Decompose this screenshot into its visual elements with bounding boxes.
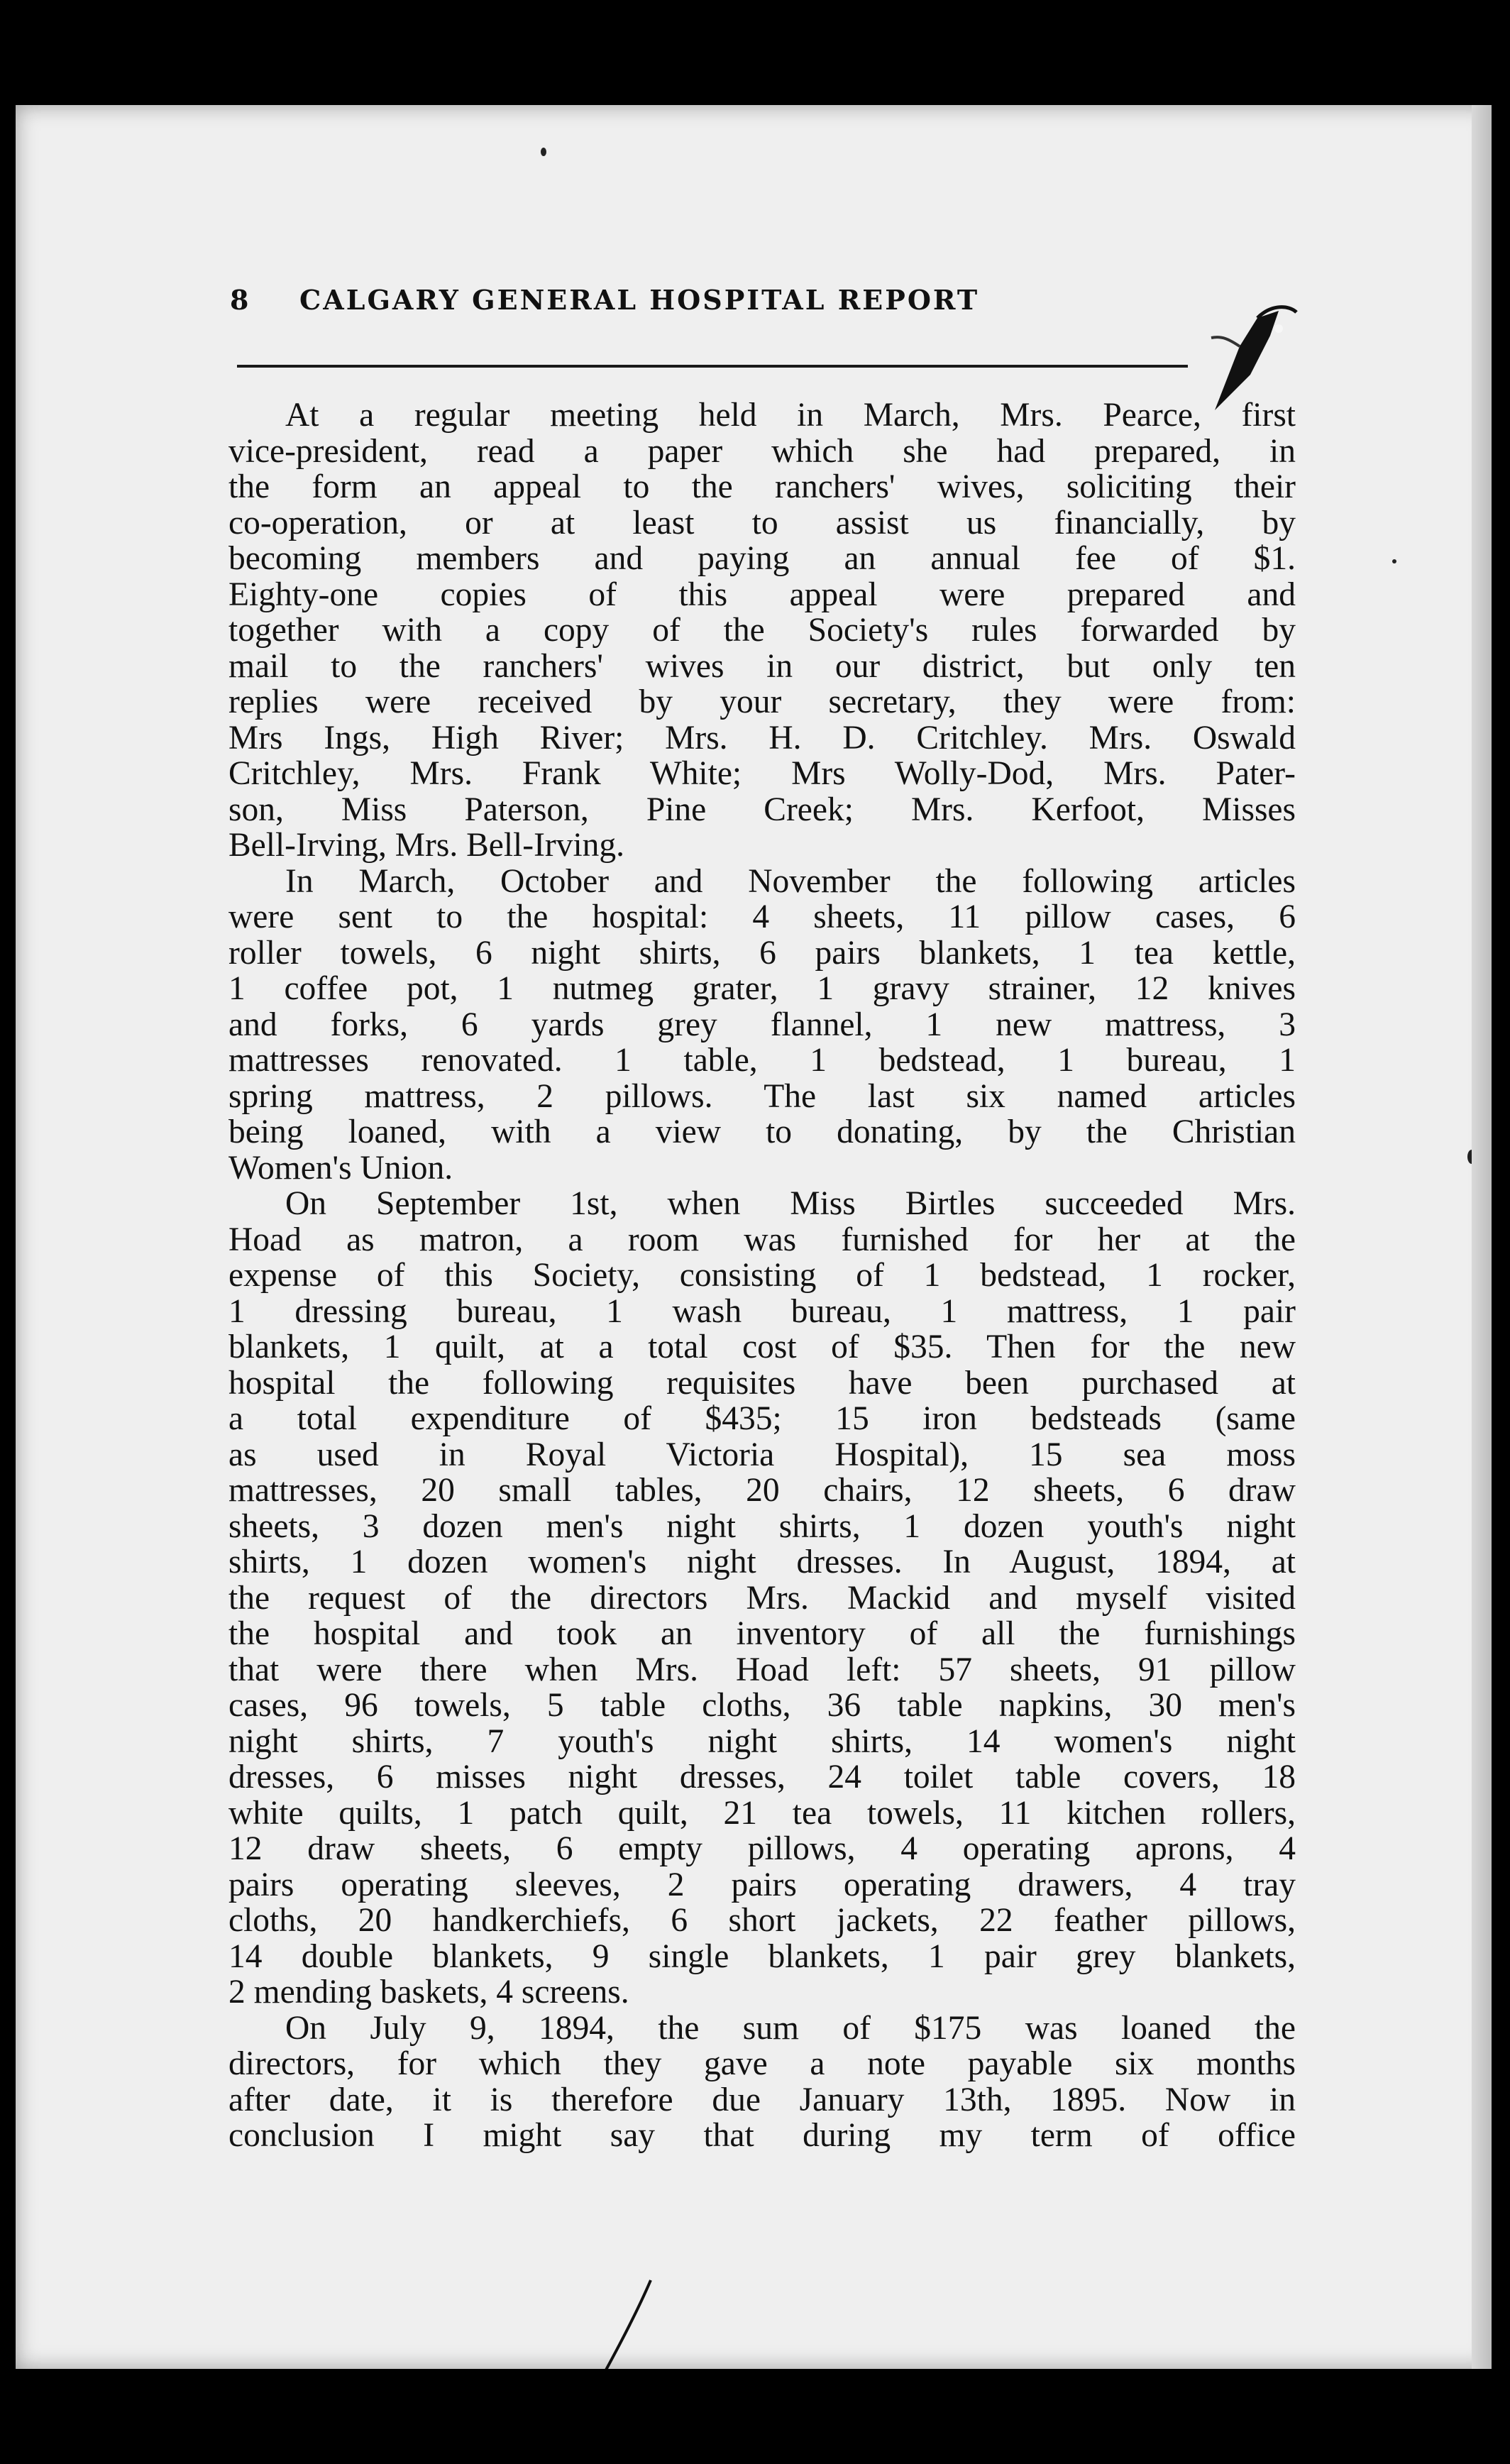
text-line: son, Miss Paterson, Pine Creek; Mrs. Kerfoot, Misses — [228, 791, 1296, 828]
text-line: At a regular meeting held in March, Mrs. Pearce, first — [285, 397, 1296, 434]
text-line: Bell-Irving, Mrs. Bell-Irving. — [228, 827, 625, 864]
page-number: 8 — [230, 284, 249, 316]
text-line: mattresses renovated. 1 table, 1 bedstead, 1 bureau, 1 — [228, 1042, 1296, 1079]
text-line: the hospital and took an inventory of all the furnishings — [228, 1615, 1296, 1652]
report-body — [228, 397, 1296, 2154]
pencil-mark — [597, 2277, 661, 2369]
text-line: becoming members and paying an annual fee of $1. — [228, 540, 1296, 577]
text-line: night shirts, 7 youth's night shirts, 14 women's night — [228, 1722, 1296, 1760]
text-line: Mrs Ings, High River; Mrs. H. D. Critchley. Mrs. Oswald — [228, 719, 1296, 757]
text-line: a total expenditure of $435; 15 iron bedsteads (same — [228, 1400, 1296, 1437]
text-line: 12 draw sheets, 6 empty pillows, 4 operating aprons, 4 — [228, 1830, 1296, 1867]
text-line: spring mattress, 2 pillows. The last six named articles — [228, 1077, 1296, 1115]
page-header — [230, 268, 1181, 332]
text-line: directors, for which they gave a note payable six months — [228, 2045, 1296, 2082]
text-line: 2 mending baskets, 4 screens. — [228, 1974, 629, 2011]
text-line: replies were received by your secretary, they were from: — [228, 683, 1296, 720]
text-line: cases, 96 towels, 5 table cloths, 36 table napkins, 30 men's — [228, 1687, 1296, 1724]
text-line: after date, it is therefore due January 13th, 1895. Now in — [228, 2081, 1296, 2118]
text-line: expense of this Society, consisting of 1 bedstead, 1 rocker, — [228, 1257, 1296, 1294]
text-line: In March, October and November the following articles — [285, 862, 1296, 900]
text-line: roller towels, 6 night shirts, 6 pairs blankets, 1 tea kettle, — [228, 934, 1296, 972]
margin-dot — [541, 148, 546, 156]
text-line: dresses, 6 misses night dresses, 24 toilet table covers, 18 — [228, 1759, 1296, 1795]
text-line: 14 double blankets, 9 single blankets, 1 pair grey blankets, — [228, 1937, 1296, 1975]
text-line: Eighty-one copies of this appeal were prepared and — [228, 576, 1296, 613]
text-line: being loaned, with a view to donating, by the Christian — [228, 1113, 1296, 1150]
text-line: Women's Union. — [228, 1149, 453, 1187]
text-line: blankets, 1 quilt, at a total cost of $35. Then for the new — [228, 1329, 1296, 1365]
text-line: cloths, 20 handkerchiefs, 6 short jackets, 22 feather pillows, — [228, 1902, 1296, 1939]
text-line: and forks, 6 yards grey flannel, 1 new mattress, 3 — [228, 1006, 1296, 1043]
text-line: as used in Royal Victoria Hospital), 15 sea moss — [228, 1436, 1296, 1473]
text-line: that were there when Mrs. Hoad left: 57 sheets, 91 pillow — [228, 1651, 1296, 1688]
text-line: pairs operating sleeves, 2 pairs operating drawers, 4 tray — [228, 1866, 1296, 1903]
text-line: mail to the ranchers' wives in our district, but only ten — [228, 647, 1296, 685]
text-line: white quilts, 1 patch quilt, 21 tea towels, 11 kitchen rollers, — [228, 1794, 1296, 1832]
text-line: On September 1st, when Miss Birtles succeeded Mrs. — [285, 1185, 1296, 1222]
text-line: 1 coffee pot, 1 nutmeg grater, 1 gravy strainer, 12 knives — [228, 970, 1296, 1007]
text-line: conclusion I might say that during my term of office — [228, 2117, 1296, 2154]
text-line: Critchley, Mrs. Frank White; Mrs Wolly-Dod, Mrs. Pater- — [228, 755, 1296, 792]
text-line: sheets, 3 dozen men's night shirts, 1 dozen youth's night — [228, 1507, 1296, 1545]
running-head: CALGARY GENERAL HOSPITAL REPORT — [299, 284, 980, 316]
text-line: together with a copy of the Society's rules forwarded by — [228, 612, 1296, 649]
margin-dot — [1392, 559, 1396, 563]
text-line: were sent to the hospital: 4 sheets, 11 pillow cases, 6 — [228, 898, 1296, 935]
header-rule — [237, 365, 1188, 368]
text-line: shirts, 1 dozen women's night dresses. In August, 1894, at — [228, 1544, 1296, 1580]
text-line: co-operation, or at least to assist us financially, by — [228, 504, 1296, 541]
scanned-page — [16, 105, 1492, 2369]
text-line: the request of the directors Mrs. Mackid and myself visited — [228, 1579, 1296, 1617]
text-line: 1 dressing bureau, 1 wash bureau, 1 mattress, 1 pair — [228, 1292, 1296, 1330]
text-line: vice-president, read a paper which she had prepared, in — [228, 432, 1296, 470]
text-line: mattresses, 20 small tables, 20 chairs, 12 sheets, 6 draw — [228, 1472, 1296, 1509]
text-line: Hoad as matron, a room was furnished for her at the — [228, 1221, 1296, 1258]
text-line: On July 9, 1894, the sum of $175 was loaned the — [285, 2009, 1296, 2047]
margin-dot — [1467, 1150, 1476, 1164]
text-line: the form an appeal to the ranchers' wives, soliciting their — [228, 468, 1296, 505]
text-line: hospital the following requisites have been purchased at — [228, 1364, 1296, 1402]
